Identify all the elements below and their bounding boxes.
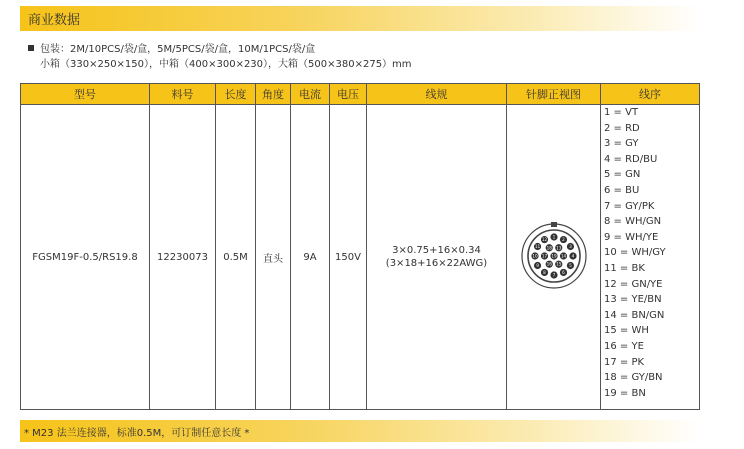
cell-wiring: [601, 105, 700, 410]
pin-number-8: 8: [542, 269, 546, 275]
pin-number-9: 9: [535, 262, 539, 268]
pin-number-14: 14: [560, 253, 566, 258]
pin-number-12: 12: [541, 236, 547, 242]
cell-length: 0.5M: [216, 105, 256, 410]
cell-part-no: 12230073: [150, 105, 216, 410]
wiring-item-16: 16 = YE: [604, 340, 644, 352]
header-voltage: 电压: [330, 84, 367, 105]
wiring-item-14: 14 = BN/GN: [604, 309, 665, 321]
pin-number-2: 2: [561, 236, 565, 242]
pin-number-5: 5: [568, 262, 572, 268]
pin-number-16: 16: [546, 261, 552, 267]
header-wire-gauge: 线规: [367, 84, 507, 105]
wiring-item-5: 5 = GN: [604, 169, 641, 181]
pin-number-7: 7: [552, 272, 555, 277]
pin-number-15: 15: [555, 261, 561, 267]
pin-number-1: 1: [552, 234, 555, 239]
wiring-item-11: 11 = BK: [604, 262, 645, 274]
wiring-item-12: 12 = GN/YE: [604, 278, 663, 290]
gauge-line-1: 3×0.75+16×0.34: [392, 245, 481, 256]
cell-angle: 直头: [256, 105, 291, 410]
section-header-bar: [20, 6, 700, 31]
cell-voltage: 150V: [330, 105, 367, 410]
connector-key-notch: [551, 222, 557, 227]
cell-current: 9A: [291, 105, 330, 410]
wiring-item-6: 6 = BU: [604, 184, 640, 196]
table-row: [21, 105, 700, 410]
header-wiring: 线序: [601, 84, 700, 105]
packaging-text-1: 包装：2M/10PCS/袋/盒，5M/5PCS/袋/盒，10M/1PCS/袋/盒: [40, 44, 316, 55]
wiring-item-4: 4 = RD/BU: [604, 153, 658, 165]
m23-19pin-connector-face-icon: [519, 221, 589, 291]
wiring-item-8: 8 = WH/GN: [604, 216, 662, 228]
cell-wire-gauge: [367, 105, 507, 410]
header-length: 长度: [216, 84, 256, 105]
pin-number-10: 10: [531, 253, 538, 258]
wiring-item-19: 19 = BN: [604, 387, 646, 399]
pin-number-18: 18: [546, 244, 552, 250]
wiring-item-7: 7 = GY/PK: [604, 200, 655, 212]
cell-model: FGSM19F-0.5/RS19.8: [21, 105, 150, 410]
square-bullet-icon: [28, 45, 34, 51]
header-angle: 角度: [256, 84, 291, 105]
wiring-item-10: 10 = WH/GY: [604, 247, 666, 259]
pin-number-19: 19: [550, 253, 557, 258]
pin-number-6: 6: [561, 269, 565, 275]
footer-note-bar: [20, 420, 700, 442]
table-header-row: [21, 84, 700, 105]
header-model: 型号: [21, 84, 150, 105]
wiring-item-1: 1 = VT: [604, 107, 639, 118]
header-pin-view: 针脚正视图: [507, 84, 601, 105]
pin-number-13: 13: [555, 244, 561, 250]
gauge-line-2: (3×18+16×22AWG): [385, 258, 488, 269]
header-part-no: 料号: [150, 84, 216, 105]
footer-note: * M23 法兰连接器，标准0.5M，可订制任意长度 *: [24, 428, 250, 439]
pin-number-3: 3: [568, 243, 572, 249]
wiring-item-18: 18 = GY/BN: [604, 372, 663, 384]
pin-number-4: 4: [571, 253, 574, 258]
wiring-item-9: 9 = WH/YE: [604, 231, 659, 243]
wiring-item-3: 3 = GY: [604, 138, 639, 150]
cell-pin-view: [507, 105, 601, 410]
product-table: [20, 83, 700, 410]
section-title: 商业数据: [28, 13, 81, 28]
wiring-item-15: 15 = WH: [604, 325, 649, 337]
header-current: 电流: [291, 84, 330, 105]
packaging-info: [28, 42, 412, 72]
pin-number-17: 17: [541, 253, 547, 258]
packaging-line-2: 小箱（330×250×150），中箱（400×300×230），大箱（500×380×275）mm: [40, 59, 412, 70]
wiring-item-13: 13 = YE/BN: [604, 294, 662, 306]
wiring-list: [604, 105, 699, 401]
wiring-item-17: 17 = PK: [604, 356, 645, 368]
packaging-line-1: [28, 42, 412, 57]
wiring-item-2: 2 = RD: [604, 122, 640, 134]
pin-number-11: 11: [534, 243, 540, 249]
